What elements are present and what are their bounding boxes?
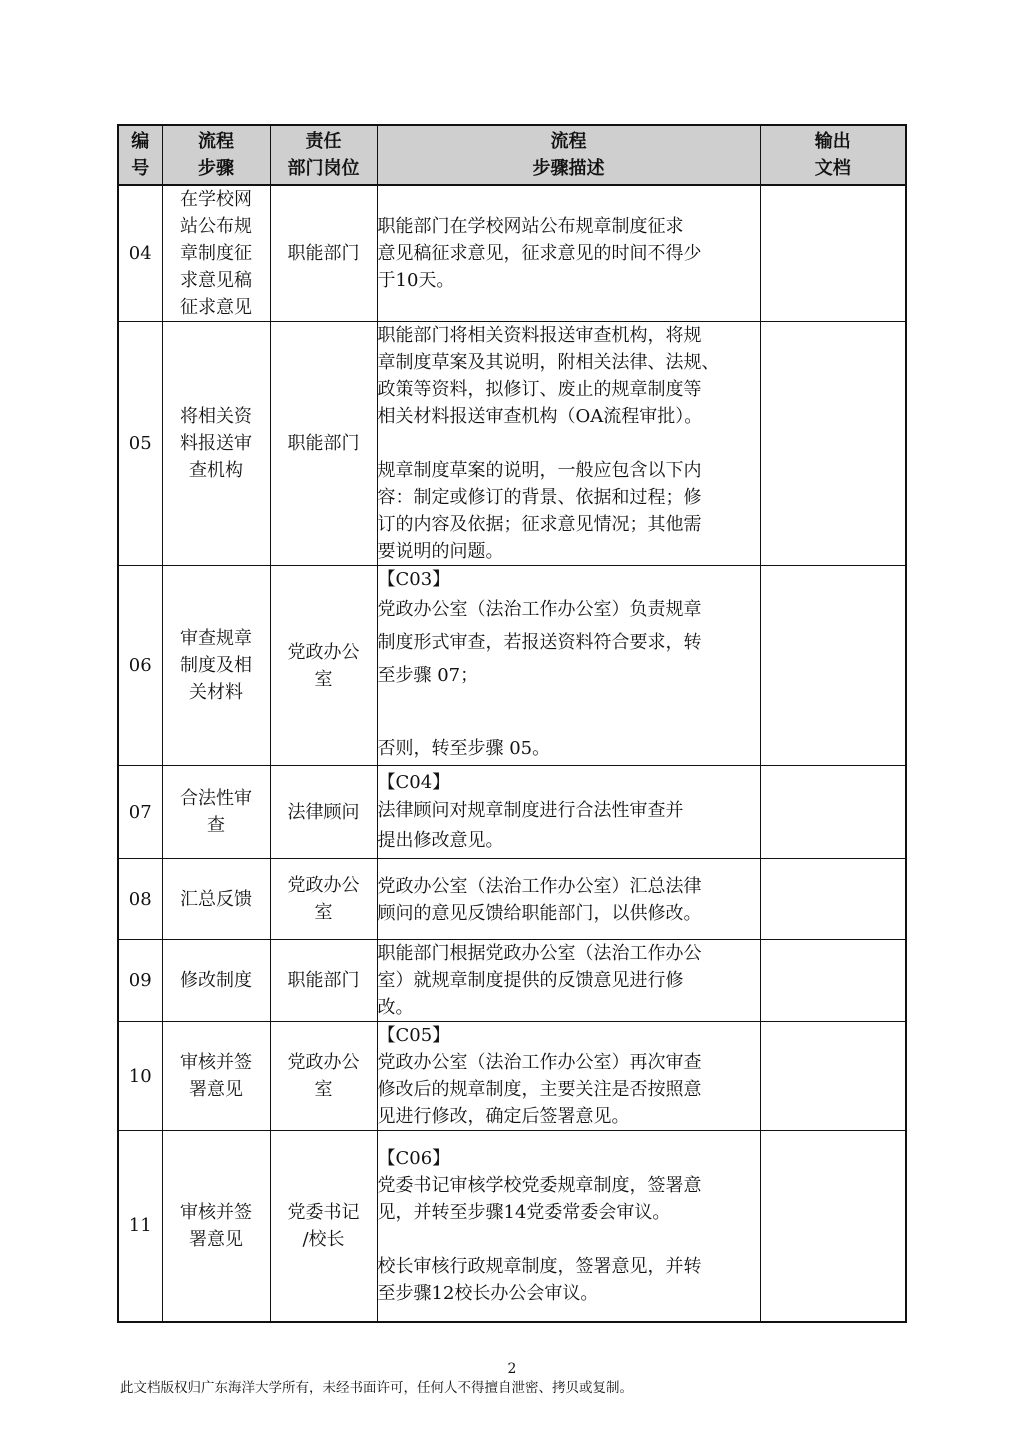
row-number: 05 xyxy=(118,322,162,566)
dept-line: 职能部门 xyxy=(287,970,360,991)
desc-line: 政策等资料，拟修订、废止的规章制度等 xyxy=(377,379,702,400)
row-department xyxy=(270,766,377,859)
table-row xyxy=(118,1022,906,1131)
row-step xyxy=(162,1022,270,1131)
table-row xyxy=(118,940,906,1022)
desc-line: 党政办公室（法治工作办公室）汇总法律 xyxy=(377,876,702,897)
step-line: 关材料 xyxy=(189,682,243,703)
row-output xyxy=(760,1131,906,1322)
row-department xyxy=(270,185,377,322)
row-step xyxy=(162,322,270,566)
row-step xyxy=(162,766,270,859)
row-step xyxy=(162,1131,270,1322)
step-line: 查机构 xyxy=(189,460,243,481)
control-point-label: 【C06】 xyxy=(377,1147,451,1169)
row-output xyxy=(760,940,906,1022)
row-number: 04 xyxy=(118,185,162,322)
row-output xyxy=(760,566,906,766)
step-line: 料报送审 xyxy=(180,433,252,454)
step-line: 查 xyxy=(207,815,225,836)
desc-line: 制度形式审查，若报送资料符合要求，转 xyxy=(377,632,702,653)
step-line: 站公布规 xyxy=(180,216,252,237)
table-header-row xyxy=(118,125,906,185)
header-number xyxy=(118,125,162,185)
desc-line: 职能部门根据党政办公室（法治工作办公 xyxy=(377,943,702,964)
dept-line: 室 xyxy=(314,668,333,690)
row-description xyxy=(377,322,760,566)
header-department-line2: 部门岗位 xyxy=(287,158,360,179)
table-row xyxy=(118,185,906,322)
desc-line: 室）就规章制度提供的反馈意见进行修 xyxy=(377,970,684,991)
row-description xyxy=(377,1131,760,1322)
step-line: 修改制度 xyxy=(180,970,252,991)
desc-line: 章制度草案及其说明，附相关法律、法规、 xyxy=(377,352,720,373)
row-description xyxy=(377,766,760,859)
dept-line: 法律顾问 xyxy=(287,801,360,823)
page-number: 2 xyxy=(507,1361,517,1377)
row-output xyxy=(760,766,906,859)
desc-line: 职能部门将相关资料报送审查机构，将规 xyxy=(377,325,702,346)
step-line: 在学校网 xyxy=(180,189,252,210)
control-point-label: 【C05】 xyxy=(377,1025,451,1046)
desc-line: 要说明的问题。 xyxy=(377,541,504,562)
row-number: 06 xyxy=(118,566,162,766)
copyright-notice: 此文档版权归广东海洋大学所有，未经书面许可，任何人不得擅自泄密、拷贝或复制。 xyxy=(120,1380,633,1396)
step-line: 审核并签 xyxy=(180,1201,252,1223)
row-department xyxy=(270,1131,377,1322)
row-number: 07 xyxy=(118,766,162,859)
row-description xyxy=(377,566,760,766)
row-number: 09 xyxy=(118,940,162,1022)
dept-line: 党委书记 xyxy=(287,1201,360,1223)
row-description xyxy=(377,185,760,322)
step-line: 审核并签 xyxy=(180,1052,252,1073)
header-step-line1: 流程 xyxy=(198,131,234,152)
row-output xyxy=(760,185,906,322)
desc-line: 容：制定或修订的背景、依据和过程；修 xyxy=(377,487,702,508)
dept-line: 党政办公 xyxy=(287,641,360,663)
header-department-line1: 责任 xyxy=(305,131,342,152)
table-row xyxy=(118,566,906,766)
step-line: 合法性审 xyxy=(180,788,252,809)
row-output xyxy=(760,322,906,566)
dept-line: 室 xyxy=(314,902,333,923)
header-description-line2: 步骤描述 xyxy=(532,158,605,179)
desc-line: 党政办公室（法治工作办公室）再次审查 xyxy=(377,1052,702,1073)
header-step xyxy=(162,125,270,185)
desc-line: 党政办公室（法治工作办公室）负责规章 xyxy=(377,599,702,620)
desc-line: 提出修改意见。 xyxy=(377,829,504,851)
dept-line: /校长 xyxy=(302,1228,345,1250)
desc-line: 校长审核行政规章制度，签署意见，并转 xyxy=(377,1255,702,1277)
process-table xyxy=(117,124,907,1323)
dept-line: 党政办公 xyxy=(287,1052,360,1073)
step-line: 署意见 xyxy=(189,1079,243,1100)
table-row xyxy=(118,322,906,566)
row-number: 11 xyxy=(118,1131,162,1322)
desc-line: 见，并转至步骤14党委常委会审议。 xyxy=(377,1201,671,1223)
header-output-line1: 输出 xyxy=(814,131,851,152)
row-output xyxy=(760,1022,906,1131)
header-output xyxy=(760,125,906,185)
header-step-line2: 步骤 xyxy=(198,158,234,179)
row-number: 08 xyxy=(118,859,162,940)
desc-line: 订的内容及依据；征求意见情况；其他需 xyxy=(377,514,702,535)
desc-line: 法律顾问对规章制度进行合法性审查并 xyxy=(377,799,684,821)
dept-line: 党政办公 xyxy=(287,875,360,896)
desc-line: 意见稿征求意见，征求意见的时间不得少 xyxy=(377,243,702,264)
dept-line: 职能部门 xyxy=(287,433,360,454)
step-line: 征求意见 xyxy=(180,297,252,318)
table-row xyxy=(118,859,906,940)
control-point-label: 【C04】 xyxy=(377,771,451,793)
desc-line: 修改后的规章制度，主要关注是否按照意 xyxy=(377,1079,702,1100)
header-output-line2: 文档 xyxy=(814,158,851,179)
desc-line: 至步骤 07； xyxy=(377,665,479,686)
row-description xyxy=(377,859,760,940)
desc-line: 党委书记审核学校党委规章制度，签署意 xyxy=(377,1174,702,1196)
row-step xyxy=(162,940,270,1022)
header-description xyxy=(377,125,760,185)
row-step xyxy=(162,566,270,766)
dept-line: 职能部门 xyxy=(287,243,360,264)
row-step xyxy=(162,859,270,940)
row-department xyxy=(270,859,377,940)
table-row xyxy=(118,766,906,859)
row-department xyxy=(270,566,377,766)
header-number-line1: 编 xyxy=(131,131,150,152)
step-line: 审查规章 xyxy=(180,628,252,649)
header-department xyxy=(270,125,377,185)
row-department xyxy=(270,1022,377,1131)
step-line: 署意见 xyxy=(189,1228,243,1250)
header-number-line2: 号 xyxy=(131,158,150,179)
desc-line: 改。 xyxy=(377,997,414,1018)
desc-line: 顾问的意见反馈给职能部门，以供修改。 xyxy=(377,903,702,924)
row-description xyxy=(377,940,760,1022)
desc-line: 职能部门在学校网站公布规章制度征求 xyxy=(377,216,684,237)
control-point-label: 【C03】 xyxy=(377,569,451,590)
row-description xyxy=(377,1022,760,1131)
row-department xyxy=(270,322,377,566)
step-line: 章制度征 xyxy=(180,243,252,264)
row-step xyxy=(162,185,270,322)
dept-line: 室 xyxy=(314,1079,333,1100)
row-output xyxy=(760,859,906,940)
desc-line: 规章制度草案的说明，一般应包含以下内 xyxy=(377,460,702,481)
step-line: 制度及相 xyxy=(180,655,252,676)
desc-line: 否则，转至步骤 05。 xyxy=(377,738,551,759)
row-number: 10 xyxy=(118,1022,162,1131)
step-line: 汇总反馈 xyxy=(180,888,252,910)
header-description-line1: 流程 xyxy=(550,131,587,152)
desc-line: 于10天。 xyxy=(377,270,455,291)
desc-line: 见进行修改，确定后签署意见。 xyxy=(377,1106,630,1127)
step-line: 求意见稿 xyxy=(180,270,252,291)
desc-line: 相关材料报送审查机构（OA流程审批）。 xyxy=(377,406,703,427)
desc-line: 至步骤12校长办公会审议。 xyxy=(377,1282,599,1304)
step-line: 将相关资 xyxy=(180,406,252,427)
row-department xyxy=(270,940,377,1022)
table-row xyxy=(118,1131,906,1322)
